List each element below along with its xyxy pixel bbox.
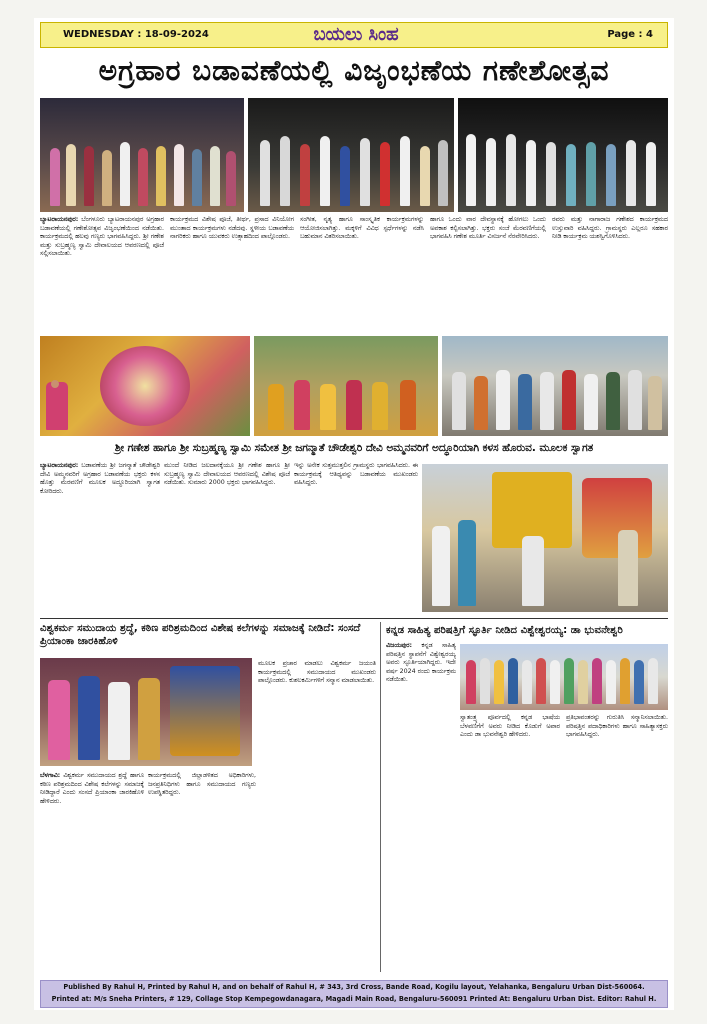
story3-photo [40,658,252,766]
story4-text-1: ಕನ್ನಡ ಸಾಹಿತ್ಯ ಪರಿಷತ್ತಿನ ಸ್ಥಾಪನೆಗೆ ವಿಶ್ವೇಶ್ವರಯ್ಯ ಅವರು ಸ್ಫೂರ್ತಿಯಾಗಿದ್ದರು. ಇದೇ ವರ್ಷ 2024 ರಂದು ಕಾರ್ಯಕ್ರಮ ನಡೆಯಿತು. [386,642,456,684]
story2-photo-procession [422,464,668,612]
newspaper-page [34,18,674,1010]
story2-photo-kalasha [254,336,438,436]
story2-lead: ಬ್ಯಾಟರಾಯನಪುರ: [40,462,79,469]
story3-headline: ವಿಶ್ವಕರ್ಮ ಸಮುದಾಯ ಶ್ರದ್ಧೆ, ಕಠಿಣ ಪರಿಶ್ರಮದಿಂದ ವಿಶೇಷ ಕಲೆಗಳನ್ನು ಸಮಾಜಕ್ಕೆ ನೀಡಿದೆ: ಸಂಸದೆ ಪ್ರಿಯಾಂಕಾ ಜಾರಕಿಹೊಳಿ [40,623,361,647]
story3-col-2 [258,660,376,770]
story2-photo-crowd [442,336,668,436]
story1-text-4: ಹಾಗೂ ಒಂದು ವಾರ ದೇವಸ್ಥಾನಕ್ಕೆ ಹೋಗಲು ಒಂದು ಅವಕಾಶ ಕಲ್ಪಿಸಲಾಗಿತ್ತು. ಭಕ್ತರು ಸಂಜೆ ಮೆರವಣಿಗೆಯಲ್ಲಿ ಭಾಗವಹಿಸಿ ಗಣೇಶ ಮೂರ್ತಿ ವಿಸರ್ಜನೆ ನೆರವೇರಿಸಿದರು. [430,216,546,241]
story3-text-2: ಮೂಲಕ ಪ್ರಚಾರ ಮಾಡಲು ವಿಶ್ವಕರ್ಮ ಜಯಂತಿ ಕಾರ್ಯಕ್ರಮದಲ್ಲಿ ಸಮುದಾಯದ ಮುಖಂಡರು ಪಾಲ್ಗೊಂಡರು. ಕುಶಲಕರ್ಮಿಗಳಿಗೆ ಸನ್ಮಾನ ಮಾಡಲಾಯಿತು. [258,660,376,685]
story2-col-1 [40,462,160,622]
story1-col-5 [552,216,668,340]
page-number: Page : 4 [607,29,653,40]
story4-headline: ಕನ್ನಡ ಸಾಹಿತ್ಯ ಪರಿಷತ್ತಿಗೆ ಸ್ಫೂರ್ತಿ ನೀಡಿದ ವಿಶ್ವೇಶ್ವರಯ್ಯ: ಡಾ ಭುವನೇಶ್ವರಿ [386,625,623,636]
story1-col-4 [430,216,546,340]
story4-col-3 [566,714,668,972]
story4-text-3: ಪ್ರತಿಭಾವಂತರನ್ನು ಗುರುತಿಸಿ ಸನ್ಮಾನಿಸಲಾಯಿತು. ಪರಿಷತ್ತಿನ ಪದಾಧಿಕಾರಿಗಳು ಹಾಗೂ ಸಾಹಿತ್ಯಾಸಕ್ತರು ಭಾಗವಹಿಸಿದ್ದರು. [566,714,668,739]
story4-text-2: ಸ್ವಾತಂತ್ರ್ಯ ಪೂರ್ವದಲ್ಲಿ ಕನ್ನಡ ಭಾಷೆಯ ಬೆಳವಣಿಗೆಗೆ ಅವರು ನೀಡಿದ ಕೊಡುಗೆ ಅಪಾರ ಎಂದು ಡಾ ಭುವನೇಶ್ವರಿ ಹೇಳಿದರು. [460,714,560,739]
story1-text-1: ಬೆಂಗಳೂರು ಬ್ಯಾಟರಾಯನಪುರ ಅಗ್ರಹಾರ ಬಡಾವಣೆಯಲ್ಲಿ ಗಣೇಶೋತ್ಸವ ವಿಜೃಂಭಣೆಯಿಂದ ನಡೆಯಿತು. ಕಾರ್ಯಕ್ರಮದಲ್ಲಿ ಹಲವು ಗಣ್ಯರು ಭಾಗವಹಿಸಿದ್ದರು. ಶ್ರೀ ಗಣೇಶ ಮತ್ತು ಸುಬ್ರಹ್ಮಣ್ಯ ಸ್ವಾಮಿ ದೇವಾಲಯದ ಆವರಣದಲ್ಲಿ ಪೂಜೆ ಸಲ್ಲಿಸಲಾಯಿತು. [40,216,164,258]
story2-text-2: ಮುಂದೆ ನೀಡಿದ ಜಲದಾನಕ್ಕೆಯೂ ಶ್ರೀ ಗಣೇಶ ಹಾಗೂ ಶ್ರೀ ಸುಬ್ರಹ್ಮಣ್ಯ ಸ್ವಾಮಿ ದೇವಾಲಯದ ಆವರಣದಲ್ಲಿ ವಿಶೇಷ ಪೂಜೆ ನಡೆಯಿತು. ಸುಮಾರು 2000 ಭಕ್ತರು ಭಾಗವಹಿಸಿದ್ದರು. [164,462,290,487]
imprint-line-1: Published By Rahul H, Printed by Rahul H, and on behalf of Rahul H, # 343, 3rd Cross, Bande Road, Kogilu layout, Yelahanka, Bengaluru Urban Dist-560064. [63,983,645,991]
story1-text-5: ರವರು ಮತ್ತು ನಾಗಾರಾಜ ಗಣೇಶದ ಕಾರ್ಯಕ್ರಮದ ಉಸ್ತುವಾರಿ ವಹಿಸಿದ್ದರು. ಗ್ರಾಮಸ್ಥರು ಎಲ್ಲರೂ ಸಹಕಾರ ನೀಡಿ ಕಾರ್ಯಕ್ರಮ ಯಶಸ್ವಿಗೊಳಿಸಿದರು. [552,216,668,241]
story2-col-2 [164,462,290,622]
issue-date: WEDNESDAY : 18-09-2024 [63,29,209,40]
story4-photo [460,644,668,710]
story4-lead: ವಿಜಯಪುರ: [386,642,413,649]
story1-photo-3 [458,98,668,212]
story4-col-1 [386,642,456,972]
story3-text-1: ವಿಶ್ವಕರ್ಮ ಸಮುದಾಯದ ಶ್ರದ್ಧೆ ಹಾಗೂ ಕಠಿಣ ಪರಿಶ್ರಮದಿಂದ ವಿಶೇಷ ಕಲೆಗಳನ್ನು ಸಮಾಜಕ್ಕೆ ನೀಡಿದ್ದಾರೆ ಎಂದು ಸಂಸದೆ ಪ್ರಿಯಾಂಕಾ ಜಾರಕಿಹೊಳಿ ಹೇಳಿದರು. [40,772,144,805]
column-divider [380,622,381,972]
story1-photo-2 [248,98,454,212]
story2-text-3: ಇನ್ನು ಅನೇಕ ಸುತ್ತಮುತ್ತಲಿನ ಗ್ರಾಮಸ್ಥರು ಭಾಗವಹಿಸಿದರು. ಈ ಕಾರ್ಯಕ್ರಮಕ್ಕೆ ಆತಿಥ್ಯವನ್ನು ಬಡಾವಣೆಯ ಮುಖಂಡರು ವಹಿಸಿದ್ದರು. [294,462,418,487]
story3-col-1 [40,772,144,972]
story4-col-2 [460,714,560,972]
paper-name: ಬಯಲು ಸಿಂಹ [313,24,399,45]
story3-col-3 [148,772,256,972]
story2-photo-deity [40,336,250,436]
imprint-line-2: Printed at: M/s Sneha Printers, # 129, Collage Stop Kempegowdanagara, Magadi Main Road, Bengaluru-560091 Printed At: Bengaluru Urban Dist. Editor: Rahul H. [51,995,657,1003]
story1-col-1 [40,216,164,340]
story1-text-3: ಸಂಗೀತ, ನೃತ್ಯ ಹಾಗೂ ಸಾಂಸ್ಕೃತಿಕ ಕಾರ್ಯಕ್ರಮಗಳನ್ನು ಆಯೋಜಿಸಲಾಗಿತ್ತು. ಮಕ್ಕಳಿಗೆ ವಿವಿಧ ಸ್ಪರ್ಧೆಗಳನ್ನು ನಡೆಸಿ ಬಹುಮಾನ ವಿತರಿಸಲಾಯಿತು. [300,216,424,241]
story2-col-3 [294,462,418,622]
imprint-footer [40,980,668,1008]
section-divider [40,618,668,619]
story2-headline: ಶ್ರೀ ಗಣೇಶ ಹಾಗೂ ಶ್ರೀ ಸುಬ್ರಹ್ಮಣ್ಯ ಸ್ವಾಮಿ ಸಮೇತ ಶ್ರೀ ಜಗನ್ಮಾತೆ ಚೌಡೇಶ್ವರಿ ದೇವಿ ಅಮ್ಮನವರಿಗೆ ಅದ್ಧೂರಿಯಾಗಿ ಕಳಸ ಹೊರುವ. ಮೂಲಕ ಸ್ವಾಗತ [114,442,594,454]
story1-col-3 [300,216,424,340]
story3-lead: ಬೆಳಗಾವಿ: [40,772,61,779]
story2-text-1: ಬಡಾವಣೆಯ ಶ್ರೀ ಜಗನ್ಮಾತೆ ಚೌಡೇಶ್ವರಿ ದೇವಿ ಅಮ್ಮನವರಿಗೆ ಅಗ್ರಹಾರ ಬಡಾವಣೆಯ ಭಕ್ತರು ಕಳಸ ಹೊತ್ತು ಮೆರವಣಿಗೆ ಮೂಲಕ ಅದ್ಧೂರಿಯಾಗಿ ಸ್ವಾಗತ ಕೋರಿದರು. [40,462,160,495]
story1-headline: ಅಗ್ರಹಾರ ಬಡಾವಣೆಯಲ್ಲಿ ವಿಜೃಂಭಣೆಯ ಗಣೇಶೋತ್ಸವ [98,54,610,87]
story1-col-2 [170,216,294,340]
story1-photo-1 [40,98,244,212]
story1-lead: ಬ್ಯಾಟರಾಯನಪುರ: [40,216,79,223]
masthead [40,22,668,48]
story1-text-2: ಕಾರ್ಯಕ್ರಮದ ವಿಶೇಷ ಪೂಜೆ, ತೀರ್ಥ, ಪ್ರಸಾದ ವಿನಿಯೋಗ ಮುಂತಾದ ಕಾರ್ಯಕ್ರಮಗಳು ನಡೆದವು. ಸ್ಥಳೀಯ ಬಡಾವಣೆಯ ನಾಗರಿಕರು ಹಾಗೂ ಯುವಕರು ಉತ್ಸಾಹದಿಂದ ಪಾಲ್ಗೊಂಡರು. [170,216,294,241]
story3-text-3: ಕಾರ್ಯಕ್ರಮದಲ್ಲಿ ಜಿಲ್ಲಾಡಳಿತದ ಅಧಿಕಾರಿಗಳು, ಜನಪ್ರತಿನಿಧಿಗಳು ಹಾಗೂ ಸಮುದಾಯದ ಗಣ್ಯರು ಉಪಸ್ಥಿತರಿದ್ದರು. [148,772,256,797]
